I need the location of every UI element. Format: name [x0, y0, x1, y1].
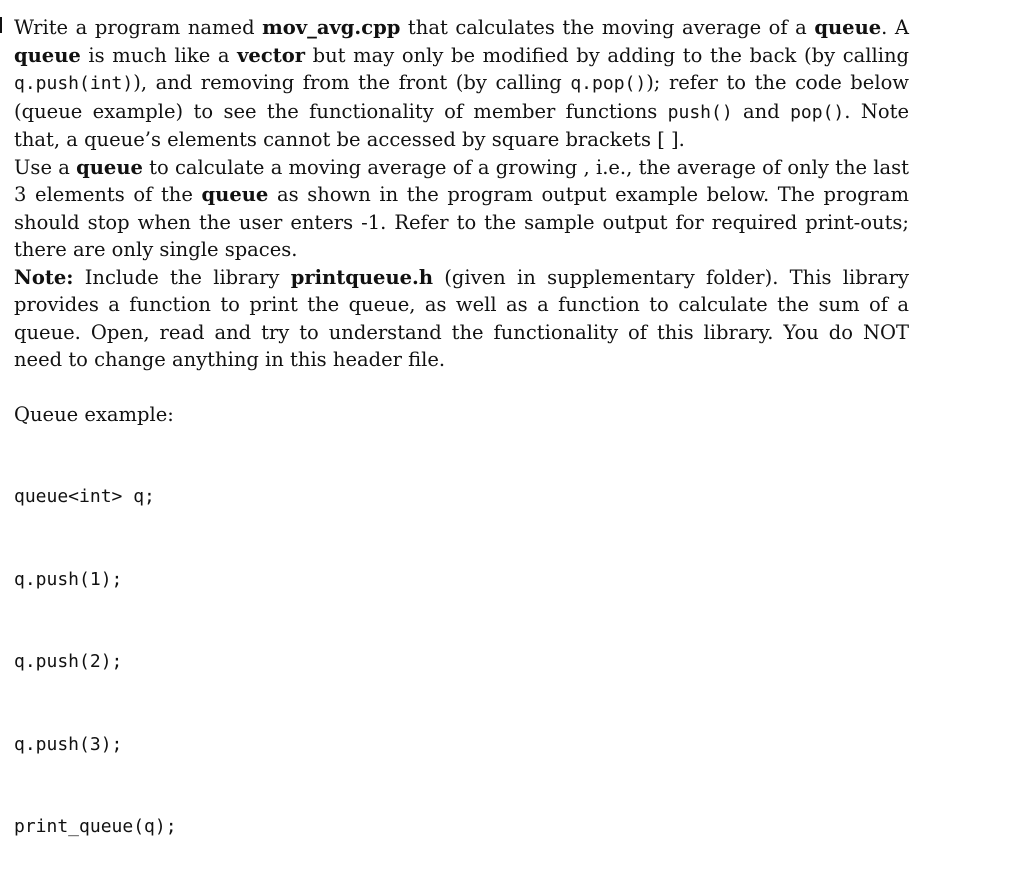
push-function-code: push()	[667, 101, 733, 123]
vector-term: vector	[237, 43, 305, 67]
code-line: print_queue(q);	[14, 816, 177, 837]
library-filename: printqueue.h	[290, 265, 434, 289]
queue-term-3: queue	[76, 155, 143, 179]
pop-function-code: pop()	[790, 101, 845, 123]
intro-text-6: ), and removing from the front (by calling	[133, 71, 571, 94]
document-content	[14, 14, 909, 896]
intro-text-8: and	[732, 99, 791, 123]
intro-text-4: is much like a	[80, 43, 238, 67]
usage-paragraph	[14, 154, 909, 264]
program-filename: mov_avg.cpp	[262, 16, 401, 39]
intro-text-5: but may only be modified by adding to the back (by calling	[305, 43, 909, 67]
note-text-2: (given in supplementary folder). This library provides a function to print the queue, as well as a function to calculate the sum of a queue. Open, read and try to understand the functionality of this library. You do NOT need to change anything in this header file.	[14, 265, 909, 371]
intro-paragraph	[14, 14, 909, 154]
queue-term-1: queue	[814, 16, 882, 39]
intro-text-7: ); refer to the code below (queue example) to see the functionality of member functions	[14, 71, 910, 123]
usage-text-2: to calculate a moving average of a growing , i.e., the average of only the last 3 elements of the	[14, 155, 909, 206]
paragraph-spacer	[14, 374, 909, 401]
note-paragraph	[14, 264, 909, 374]
intro-text-9: . Note that, a queue’s elements cannot be accessed by square brackets [ ].	[14, 99, 909, 151]
usage-text-1: Use a	[14, 155, 77, 179]
left-margin-rule	[0, 17, 2, 33]
queue-example-code	[14, 428, 909, 896]
push-int-code: q.push(int)	[14, 73, 134, 94]
usage-text-3: as shown in the program output example below. The program should stop when the user enters -1. Refer to the sample output for required print-outs; there are only single spaces.	[14, 183, 909, 261]
queue-term-2: queue	[14, 43, 81, 67]
code-line: q.push(3);	[14, 733, 123, 755]
pop-call-code: q.pop()	[570, 73, 647, 94]
note-label: Note:	[14, 265, 74, 289]
code-line: queue<int> q;	[14, 486, 155, 507]
code-line: q.push(2);	[14, 651, 123, 672]
intro-text-2: that calculates the moving average of a	[400, 16, 815, 39]
code-line: q.push(1);	[14, 568, 123, 590]
queue-term-4: queue	[201, 183, 269, 206]
intro-text-1: Write a program named	[14, 16, 263, 39]
example-heading: Queue example:	[14, 402, 174, 426]
note-text-1: Include the library	[73, 265, 291, 289]
intro-text-3: . A	[881, 16, 910, 39]
